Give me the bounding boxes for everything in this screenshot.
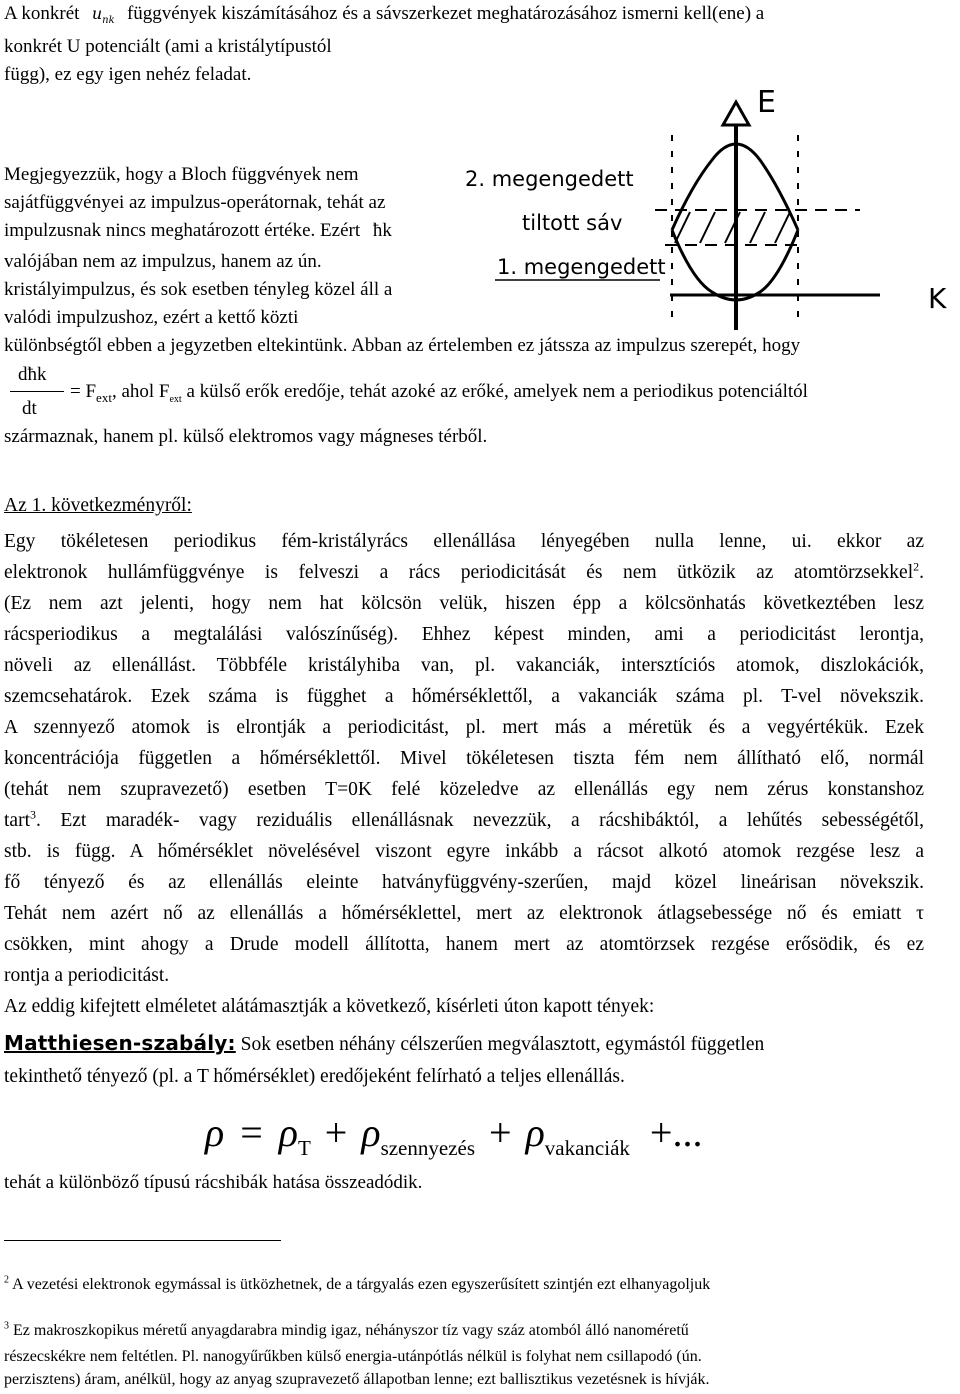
bloch-line-1: Megjegyezzük, hogy a Bloch függvények nem <box>4 164 359 185</box>
intro-text: A konkrét <box>4 3 80 24</box>
para-line-10: tart$^3$. Ezt maradék- vagy reziduális ellenállásnak nevezzük, a rácshibáktól, a lehűtés sebességétől, <box>4 807 924 831</box>
eq1-fraction-bar <box>10 391 64 392</box>
eq1-rhs: = $F_{ext}$, ahol $F_{ext}$ a külső erők eredője, tehát azoké az erőké, amelyek nem a periodikus potenciáltól <box>70 381 808 405</box>
para-line-2: elektronok hullámfüggvénye is felveszi a rács periodicitását és nem ütközik az atomtörzsekkel$^2$. <box>4 559 924 583</box>
para-line-6: szemcsehatárok. Ezek száma is függhet a hőmérséklettől, a vakanciák száma pl. T-vel növekszik. <box>4 686 924 707</box>
para-line-11: stb. is függ. A hőmérséklet növelésével viszont egyre inkább a rácsot alkotó atomok rezgése lesz a <box>4 841 924 862</box>
eq2-rho-t: ρ <box>278 1110 298 1155</box>
footnote-2: $^2$ A vezetési elektronok egymással is ütközhetnek, de a tárgyalás ezen egyszerűsített szintjén ezt elhanyagoljuk <box>4 1274 711 1293</box>
bloch-line-3 <box>4 219 392 243</box>
gap-hatch <box>675 212 790 243</box>
para-line-1: Egy tökéletesen periodikus fém-kristályrács ellenállása lényegében nulla lenne, ui. ekkor az <box>4 531 924 552</box>
intro-line-2: konkrét U potenciált (ami a kristálytípustól <box>4 36 332 57</box>
eq2-rho-szenny: ρ <box>361 1110 381 1155</box>
eq2-plus: + <box>324 1110 348 1155</box>
e-axis-arrow <box>723 102 749 125</box>
e-axis-label: E <box>757 85 776 120</box>
para-line-3: (Ez nem azt jelenti, hogy nem hat kölcsön velük, hiszen épp a kölcsönhatás következtében lesz <box>4 593 924 614</box>
section-heading: Az 1. következményről: <box>4 495 192 516</box>
para-line-9: (tehát nem szupravezető) esetben T=0K felé közeledve az ellenállás egy nem zérus konstanshoz <box>4 779 924 800</box>
band-structure-figure <box>460 80 960 340</box>
matthiesen-title: Matthiesen-szabály: <box>4 1031 236 1055</box>
bloch-line-2: sajátfüggvényei az impulzus-operátornak, tehát az <box>4 192 386 213</box>
para-line-14: csökken, mint ahogy a Drude modell állította, hanem mert az atomtörzsek rezgése erősödik, és ez <box>4 934 924 955</box>
footnote-3-line-2: részecskékre nem feltétlen. Pl. nanogyűrűkben külső energia-utánpótlás nélkül is folyhat nem csillapodó (ún. <box>4 1348 702 1365</box>
eq2-sub-vak: vakanciák <box>544 1136 630 1160</box>
eq2-plus: + <box>489 1110 512 1155</box>
bloch-line-6: valódi impulzushoz, ezért a kettő közti <box>4 307 299 328</box>
intro-line-3: függ), ez egy igen nehéz feladat. <box>4 64 252 85</box>
eq2-sub-t: T <box>297 1136 311 1160</box>
bloch-line-5: kristályimpulzus, és sok esetben tényleg közel áll a <box>4 279 393 300</box>
eq1-numerator: dħk <box>18 364 47 385</box>
equation-dhk-dt <box>4 364 944 434</box>
footnote-3-line-1: $^3$ Ez makroszkopikus méretű anyagdarabra mindig igaz, néhányszor tíz vagy száz atomból álló nanoméretű <box>4 1320 689 1339</box>
para-line-5: növeli az ellenállást. Többféle kristályhiba van, pl. vakanciák, intersztíciós atomok, diszlokációk, <box>4 655 924 676</box>
footnote-3-line-3: perzisztens) áram, anélkül, hogy az anyag szupravezető állapotban lenne; ezt ballisztikus vezetésnek is hívják. <box>4 1371 710 1388</box>
para-line-15: rontja a periodicitást. <box>4 965 170 986</box>
k-axis-label: K <box>928 282 947 315</box>
after-equation-text: tehát a különböző típusú rácshibák hatása összeadódik. <box>4 1172 423 1193</box>
matthiesen-text: Sok esetben néhány célszerűen megválasztott, egymástól független <box>235 1034 765 1055</box>
eq2-rho: ρ <box>205 1110 225 1155</box>
u-nk-symbol: $u_{nk}$ <box>91 4 115 27</box>
footnote-separator <box>4 1240 281 1241</box>
label-band-2: 2. megengedett <box>465 167 634 191</box>
eq1-denominator: dt <box>22 398 37 419</box>
intro-line-1 <box>4 2 764 33</box>
eq2-equals: = <box>240 1110 263 1155</box>
para-line-16: Az eddig kifejtett elméletet alátámasztják a következő, kísérleti úton kapott tények: <box>4 996 655 1017</box>
bloch-line-4: valójában nem az impulzus, hanem az ún. <box>4 251 322 272</box>
intro-text: függvények kiszámításához és a sávszerkezet meghatározásához ismerni kell(ene) a <box>126 3 765 24</box>
eq1-line-2: származnak, hanem pl. külső elektromos vagy mágneses térből. <box>4 426 488 447</box>
label-band-1: 1. megengedett <box>497 255 666 279</box>
para-line-4: rácsperiodikus a megtalálási valószínűség). Ehhez képest minden, ami a periodicitást lerontja, <box>4 624 924 645</box>
matthiesen-line-2: tekinthető tényező (pl. a T hőmérséklet) eredőjeként felírható a teljes ellenállás. <box>4 1066 625 1087</box>
eq2-sub-szenny: szennyezés <box>380 1136 476 1160</box>
eq2-rho-vak: ρ <box>525 1110 545 1155</box>
para-line-8: koncentrációja független a hőmérséklettől. Mivel tökéletesen tiszta fém nem állítható elő, normál <box>4 748 924 769</box>
bloch-text: impulzusnak nincs meghatározott értéke. Ezért <box>4 220 361 241</box>
equation-matthiesen <box>205 1108 702 1173</box>
para-line-13: Tehát nem azért nő az ellenállás a hőmérséklettel, mert az elektronok átlagsebessége nő és emiatt τ <box>4 903 924 924</box>
hbar-k-symbol: ħk <box>372 220 392 241</box>
matthiesen-line-1 <box>4 1031 764 1057</box>
bloch-line-7: különbségtől ebben a jegyzetben eltekintünk. Abban az értelemben ez játssza az impulzus szerepét, hogy <box>4 335 801 356</box>
para-line-7: A szennyező atomok is elrontják a periodicitást, pl. mert más a méretük és a vegyértékük. Ezek <box>4 717 924 738</box>
para-line-12: fő tényező és az ellenállás eleinte hatványfüggvény-szerűen, majd közel lineárisan növekszik. <box>4 872 924 893</box>
label-gap: tiltott sáv <box>522 211 623 235</box>
eq2-tail: +... <box>649 1110 703 1155</box>
